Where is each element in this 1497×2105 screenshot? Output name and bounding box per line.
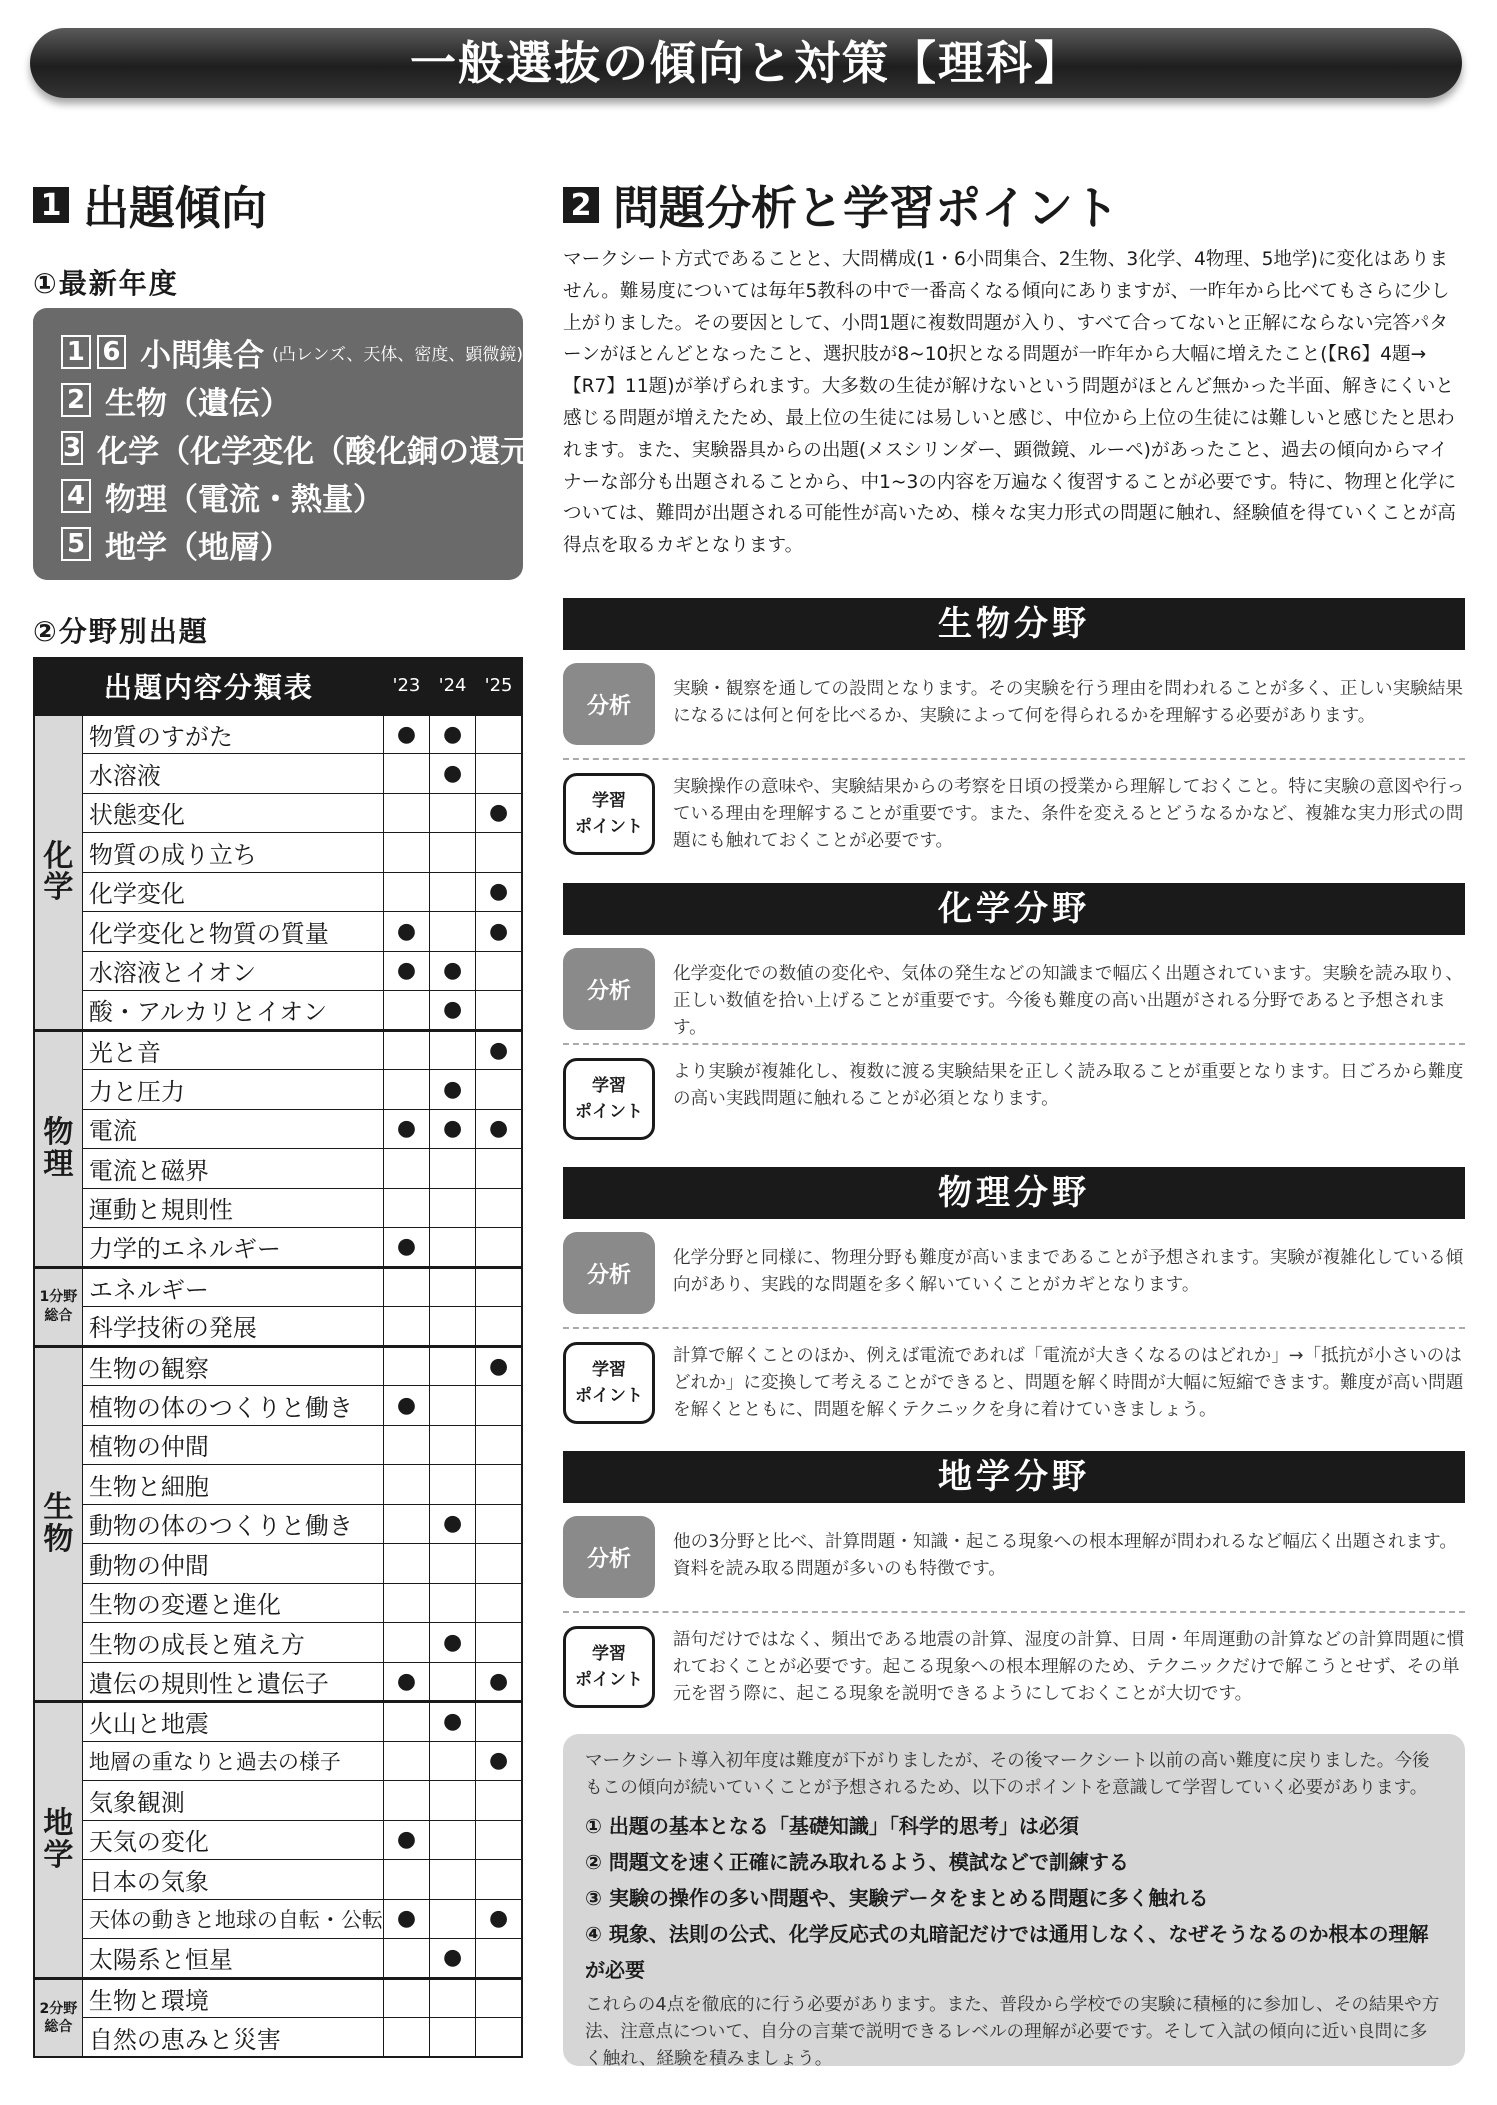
empty-cell bbox=[383, 2018, 429, 2058]
empty-cell bbox=[383, 1702, 429, 1742]
table-row bbox=[34, 1702, 522, 1742]
filled-circle-icon: ● bbox=[430, 714, 476, 754]
empty-cell bbox=[383, 754, 429, 794]
dashed-divider bbox=[563, 1611, 1465, 1613]
empty-cell bbox=[430, 833, 476, 873]
latest-row bbox=[61, 520, 523, 568]
empty-cell bbox=[430, 1267, 476, 1307]
group-label: 1分野総合 bbox=[34, 1267, 82, 1346]
empty-cell bbox=[476, 1188, 522, 1228]
table-item: 水溶液 bbox=[82, 754, 383, 794]
empty-cell bbox=[476, 951, 522, 991]
empty-cell bbox=[430, 1741, 476, 1781]
table-item: 動物の仲間 bbox=[82, 1544, 383, 1584]
question-number: 4 bbox=[61, 479, 91, 513]
table-item: エネルギー bbox=[82, 1267, 383, 1307]
table-row bbox=[34, 1820, 522, 1860]
study-point-badge: 学習 ポイント bbox=[563, 1058, 655, 1140]
empty-cell bbox=[383, 1623, 429, 1663]
analysis-badge: 分析 bbox=[563, 1232, 655, 1314]
field-title: 物理分野 bbox=[563, 1167, 1465, 1219]
question-number: 3 bbox=[63, 433, 82, 463]
empty-cell bbox=[476, 1465, 522, 1505]
empty-cell bbox=[476, 991, 522, 1031]
filled-circle-icon: ● bbox=[476, 1109, 522, 1149]
table-row bbox=[34, 872, 522, 912]
empty-cell bbox=[476, 1149, 522, 1189]
study-point-badge: 学習 ポイント bbox=[563, 1342, 655, 1424]
table-row bbox=[34, 1149, 522, 1189]
table-row bbox=[34, 1899, 522, 1939]
empty-cell bbox=[476, 1978, 522, 2018]
table-row bbox=[34, 1070, 522, 1110]
table-item: 物質の成り立ち bbox=[82, 833, 383, 873]
dashed-divider bbox=[563, 1327, 1465, 1329]
empty-cell bbox=[430, 1899, 476, 1939]
table-item: 化学変化 bbox=[82, 872, 383, 912]
empty-cell bbox=[430, 912, 476, 952]
empty-cell bbox=[476, 1504, 522, 1544]
empty-cell bbox=[383, 833, 429, 873]
summary-point: ④ 現象、法則の公式、化学反応式の丸暗記だけでは通用しなく、なぜそうなるのか根本の理解が必要 bbox=[585, 1922, 1429, 1982]
empty-cell bbox=[383, 1030, 429, 1070]
table-row bbox=[34, 1978, 522, 2018]
empty-cell bbox=[430, 1781, 476, 1821]
empty-cell bbox=[383, 1544, 429, 1584]
empty-cell bbox=[476, 1583, 522, 1623]
filled-circle-icon: ● bbox=[383, 951, 429, 991]
table-item: 生物と細胞 bbox=[82, 1465, 383, 1505]
analysis-text: 実験・観察を通しての設問となります。その実験を行う理由を問われることが多く、正しい実験結果になるには何と何を比べるか、実験によって何を得られるかを理解する必要があります。 bbox=[673, 679, 1463, 726]
table-row bbox=[34, 991, 522, 1031]
table-item: 運動と規則性 bbox=[82, 1188, 383, 1228]
empty-cell bbox=[383, 1741, 429, 1781]
analysis-text: 他の3分野と比べ、計算問題・知識・起こる現象への根本理解が問われるなど幅広く出題されます。資料を読み取る問題が多いのも特徴です。 bbox=[673, 1532, 1457, 1579]
study-point-text: 実験操作の意味や、実験結果からの考察を日頃の授業から理解しておくこと。特に実験の意図や行っている理由を理解することが重要です。また、条件を変えるとどうなるかなど、複雑な実力形式の問題にも触れておくことが必要です。 bbox=[673, 777, 1465, 851]
empty-cell bbox=[476, 1267, 522, 1307]
table-row bbox=[34, 1386, 522, 1426]
table-item: 電流と磁界 bbox=[82, 1149, 383, 1189]
latest-row bbox=[61, 472, 523, 520]
filled-circle-icon: ● bbox=[383, 912, 429, 952]
table-item: 物質のすがた bbox=[82, 714, 383, 754]
filled-circle-icon: ● bbox=[383, 1228, 429, 1268]
empty-cell bbox=[430, 1820, 476, 1860]
filled-circle-icon: ● bbox=[476, 1346, 522, 1386]
section1-heading bbox=[33, 172, 267, 238]
group-label: 2分野総合 bbox=[34, 1978, 82, 2057]
empty-cell bbox=[383, 1070, 429, 1110]
empty-cell bbox=[430, 1583, 476, 1623]
table-row bbox=[34, 1583, 522, 1623]
filled-circle-icon: ● bbox=[430, 1109, 476, 1149]
study-point-badge: 学習 ポイント bbox=[563, 1626, 655, 1708]
empty-cell bbox=[383, 1307, 429, 1347]
latest-label: 物理（電流・熱量） bbox=[105, 481, 384, 518]
empty-cell bbox=[430, 1860, 476, 1900]
filled-circle-icon: ● bbox=[383, 1820, 429, 1860]
analysis-intro: マークシート方式であることと、大問構成(1・6小問集合、2生物、3化学、4物理、5地学)に変化はありません。難易度については毎年5教科の中で一番高くなる傾向にありますが、一昨年から比べてもさらに少し上がりました。その要因として、小問1題に複数問題が入り、すべて合ってないと正解にならない完答パターンがほとんどとなったこと、選択肢が8~10択となる問題が一昨年から大幅に増えたこと(【R6】4題→【R7】11題)が挙げられます。大多数の生徒が解けないという問題がほとんど無かった半面、解きにくいと感じる問題が増えたため、最上位の生徒には易しいと感じ、中位から上位の生徒には難しいと感じたと思われます。また、実験器具からの出題(メスシリンダー、顕微鏡、ルーペ)があったこと、過去の傾向からマイナーな部分も出題されることから、中1~3の内容を万遍なく復習することが必要です。特に、物理と化学については、難問が出題される可能性が高いため、様々な実力形式の問題に触れ、経験値を得ていくことが高得点を取るカギとなります。 bbox=[563, 249, 1457, 557]
table-item: 天体の動きと地球の自転・公転 bbox=[82, 1899, 383, 1939]
group-label: 生物 bbox=[34, 1346, 82, 1702]
table-row bbox=[34, 714, 522, 754]
empty-cell bbox=[476, 1860, 522, 1900]
table-item: 水溶液とイオン bbox=[82, 951, 383, 991]
empty-cell bbox=[383, 1583, 429, 1623]
empty-cell bbox=[430, 1425, 476, 1465]
empty-cell bbox=[383, 1939, 429, 1979]
empty-cell bbox=[430, 1228, 476, 1268]
table-row bbox=[34, 1662, 522, 1702]
filled-circle-icon: ● bbox=[430, 951, 476, 991]
empty-cell bbox=[383, 991, 429, 1031]
table-item: 遺伝の規則性と遺伝子 bbox=[82, 1662, 383, 1702]
empty-cell bbox=[476, 754, 522, 794]
table-row bbox=[34, 1228, 522, 1268]
empty-cell bbox=[476, 1228, 522, 1268]
table-item: 状態変化 bbox=[82, 793, 383, 833]
summary-point: ① 出題の基本となる「基礎知識」「科学的思考」は必須 bbox=[585, 1814, 1079, 1838]
filled-circle-icon: ● bbox=[476, 1662, 522, 1702]
group-label: 地学 bbox=[34, 1702, 82, 1979]
filled-circle-icon: ● bbox=[476, 872, 522, 912]
table-row bbox=[34, 1860, 522, 1900]
summary-point: ② 問題文を速く正確に読み取れるよう、模試などで訓練する bbox=[585, 1850, 1129, 1874]
question-number: 1 bbox=[61, 335, 91, 369]
table-item: 生物の変遷と進化 bbox=[82, 1583, 383, 1623]
table-row bbox=[34, 1307, 522, 1347]
study-point-text: 計算で解くことのほか、例えば電流であれば「電流が大きくなるのはどれか」→「抵抗が小さいのはどれか」に変換して考えることができると、問題を解く時間が大幅に短縮できます。難度が高い問題を解くとともに、問題を解くテクニックを身に着けていきましょう。 bbox=[673, 1346, 1464, 1420]
table-row bbox=[34, 1425, 522, 1465]
empty-cell bbox=[476, 1307, 522, 1347]
table-item: 地層の重なりと過去の様子 bbox=[82, 1741, 383, 1781]
question-number: 2 bbox=[61, 383, 91, 417]
empty-cell bbox=[430, 872, 476, 912]
summary-lead: マークシート導入初年度は難度が下がりましたが、その後マークシート以前の高い難度に戻りました。今後もこの傾向が続いていくことが予想されるため、以下のポイントを意識して学習していく必要があります。 bbox=[585, 1751, 1430, 1798]
table-row bbox=[34, 1346, 522, 1386]
table-item: 植物の体のつくりと働き bbox=[82, 1386, 383, 1426]
empty-cell bbox=[476, 1781, 522, 1821]
table-item: 光と音 bbox=[82, 1030, 383, 1070]
table-row bbox=[34, 1030, 522, 1070]
section2-number: 2 bbox=[563, 187, 599, 223]
empty-cell bbox=[476, 1702, 522, 1742]
empty-cell bbox=[476, 1070, 522, 1110]
table-item: 化学変化と物質の質量 bbox=[82, 912, 383, 952]
section1-title: 出題傾向 bbox=[83, 181, 267, 235]
filled-circle-icon: ● bbox=[430, 1070, 476, 1110]
table-row bbox=[34, 1465, 522, 1505]
filled-circle-icon: ● bbox=[383, 714, 429, 754]
year-header: '25 bbox=[476, 658, 522, 714]
table-row bbox=[34, 833, 522, 873]
table-item: 生物の成長と殖え方 bbox=[82, 1623, 383, 1663]
empty-cell bbox=[476, 714, 522, 754]
study-point-badge: 学習 ポイント bbox=[563, 773, 655, 855]
filled-circle-icon: ● bbox=[430, 1939, 476, 1979]
empty-cell bbox=[383, 1978, 429, 2018]
latest-year-box bbox=[33, 308, 578, 580]
empty-cell bbox=[430, 1149, 476, 1189]
analysis-badge: 分析 bbox=[563, 1516, 655, 1598]
empty-cell bbox=[430, 1307, 476, 1347]
latest-row bbox=[61, 376, 523, 424]
empty-cell bbox=[476, 1386, 522, 1426]
table-item: 気象観測 bbox=[82, 1781, 383, 1821]
table-row bbox=[34, 1109, 522, 1149]
latest-note: (凸レンズ、天体、密度、顕微鏡) bbox=[272, 344, 523, 365]
table-item: 科学技術の発展 bbox=[82, 1307, 383, 1347]
empty-cell bbox=[430, 1346, 476, 1386]
analysis-text: 化学分野と同様に、物理分野も難度が高いままであることが予想されます。実験が複雑化している傾向があり、実践的な問題を多く解いていくことがカギとなります。 bbox=[673, 1248, 1464, 1295]
table-row bbox=[34, 951, 522, 991]
filled-circle-icon: ● bbox=[476, 912, 522, 952]
field-title: 生物分野 bbox=[563, 598, 1465, 650]
table-item: 動物の体のつくりと働き bbox=[82, 1504, 383, 1544]
empty-cell bbox=[383, 1149, 429, 1189]
table-item: 自然の恵みと災害 bbox=[82, 2018, 383, 2058]
analysis-badge: 分析 bbox=[563, 948, 655, 1030]
empty-cell bbox=[383, 1267, 429, 1307]
filled-circle-icon: ● bbox=[476, 1030, 522, 1070]
table-row bbox=[34, 793, 522, 833]
empty-cell bbox=[430, 1465, 476, 1505]
classification-table bbox=[33, 657, 523, 2058]
field-table-heading: ②分野別出題 bbox=[33, 615, 209, 648]
dashed-divider bbox=[563, 758, 1465, 760]
empty-cell bbox=[383, 1188, 429, 1228]
latest-label: 生物（遺伝） bbox=[105, 385, 291, 422]
group-label: 化学 bbox=[34, 714, 82, 1030]
table-item: 火山と地震 bbox=[82, 1702, 383, 1742]
empty-cell bbox=[476, 2018, 522, 2058]
table-item: 植物の仲間 bbox=[82, 1425, 383, 1465]
filled-circle-icon: ● bbox=[430, 754, 476, 794]
field-title: 地学分野 bbox=[563, 1451, 1465, 1503]
empty-cell bbox=[383, 1504, 429, 1544]
empty-cell bbox=[476, 1939, 522, 1979]
table-row bbox=[34, 1623, 522, 1663]
summary-point: ③ 実験の操作の多い問題や、実験データをまとめる問題に多く触れる bbox=[585, 1886, 1209, 1910]
filled-circle-icon: ● bbox=[383, 1109, 429, 1149]
summary-closing: これらの4点を徹底的に行う必要があります。また、普段から学校での実験に積極的に参加し、その結果や方法、注意点について、自分の言葉で説明できるレベルの理解が必要です。そして入試の傾向に近い良問に多く触れ、経験を積みましょう。 bbox=[585, 1995, 1440, 2069]
table-row bbox=[34, 1939, 522, 1979]
empty-cell bbox=[383, 1860, 429, 1900]
table-item: 力と圧力 bbox=[82, 1070, 383, 1110]
empty-cell bbox=[383, 1465, 429, 1505]
empty-cell bbox=[430, 1030, 476, 1070]
empty-cell bbox=[383, 1425, 429, 1465]
empty-cell bbox=[430, 1662, 476, 1702]
empty-cell bbox=[430, 2018, 476, 2058]
empty-cell bbox=[383, 1781, 429, 1821]
empty-cell bbox=[383, 1346, 429, 1386]
study-point-text: 語句だけではなく、頻出である地震の計算、湿度の計算、日周・年周運動の計算などの計算問題に慣れておくことが必要です。起こる現象への根本理解のため、テクニックだけで解こうとせず、その単元を習う際に、起こる現象を説明できるようにしておくことが大切です。 bbox=[673, 1630, 1465, 1704]
question-number: 6 bbox=[97, 335, 127, 369]
table-row bbox=[34, 1267, 522, 1307]
study-point-text: より実験が複雑化し、複数に渡る実験結果を正しく読み取ることが重要となります。日ごろから難度の高い実践問題に触れることが必須となります。 bbox=[673, 1062, 1464, 1109]
latest-label: 地学（地層） bbox=[105, 529, 291, 566]
empty-cell bbox=[430, 1188, 476, 1228]
dashed-divider bbox=[563, 1043, 1465, 1045]
filled-circle-icon: ● bbox=[430, 1623, 476, 1663]
filled-circle-icon: ● bbox=[476, 1899, 522, 1939]
section1-number: 1 bbox=[33, 187, 69, 223]
table-row bbox=[34, 1504, 522, 1544]
table-row bbox=[34, 1741, 522, 1781]
latest-label: 小問集合 bbox=[140, 337, 265, 374]
filled-circle-icon: ● bbox=[430, 991, 476, 1031]
latest-label: 化学（化学変化（酸化銅の還元）） bbox=[97, 433, 578, 470]
table-item: 電流 bbox=[82, 1109, 383, 1149]
empty-cell bbox=[476, 1820, 522, 1860]
filled-circle-icon: ● bbox=[430, 1702, 476, 1742]
group-label: 物理 bbox=[34, 1030, 82, 1267]
latest-row bbox=[61, 328, 523, 376]
filled-circle-icon: ● bbox=[476, 1741, 522, 1781]
empty-cell bbox=[383, 793, 429, 833]
empty-cell bbox=[430, 1386, 476, 1426]
filled-circle-icon: ● bbox=[430, 1504, 476, 1544]
table-item: 生物と環境 bbox=[82, 1978, 383, 2018]
filled-circle-icon: ● bbox=[383, 1662, 429, 1702]
empty-cell bbox=[383, 872, 429, 912]
empty-cell bbox=[476, 1623, 522, 1663]
year-header: '24 bbox=[430, 658, 476, 714]
table-row bbox=[34, 1188, 522, 1228]
filled-circle-icon: ● bbox=[476, 793, 522, 833]
year-header: '23 bbox=[383, 658, 429, 714]
analysis-badge: 分析 bbox=[563, 663, 655, 745]
question-number: 5 bbox=[61, 527, 91, 561]
empty-cell bbox=[430, 1978, 476, 2018]
empty-cell bbox=[476, 1425, 522, 1465]
table-row bbox=[34, 1544, 522, 1584]
table-row bbox=[34, 912, 522, 952]
latest-year-heading: ①最新年度 bbox=[33, 267, 179, 300]
latest-row bbox=[61, 424, 578, 472]
table-row bbox=[34, 754, 522, 794]
table-row bbox=[34, 2018, 522, 2058]
section2-heading bbox=[563, 172, 1119, 238]
table-item: 力学的エネルギー bbox=[82, 1228, 383, 1268]
empty-cell bbox=[476, 1544, 522, 1584]
table-item: 生物の観察 bbox=[82, 1346, 383, 1386]
table-item: 天気の変化 bbox=[82, 1820, 383, 1860]
table-row bbox=[34, 1781, 522, 1821]
page-banner: 一般選抜の傾向と対策【理科】 bbox=[30, 28, 1462, 98]
analysis-text: 化学変化での数値の変化や、気体の発生などの知識まで幅広く出題されています。実験を読み取り、正しい数値を拾い上げることが重要です。今後も難度の高い出題がされる分野であると予想されます。 bbox=[673, 964, 1463, 1038]
filled-circle-icon: ● bbox=[383, 1386, 429, 1426]
empty-cell bbox=[476, 833, 522, 873]
empty-cell bbox=[430, 793, 476, 833]
table-item: 酸・アルカリとイオン bbox=[82, 991, 383, 1031]
table-title: 出題内容分類表 bbox=[34, 658, 383, 714]
table-item: 太陽系と恒星 bbox=[82, 1939, 383, 1979]
field-title: 化学分野 bbox=[563, 883, 1465, 935]
filled-circle-icon: ● bbox=[383, 1899, 429, 1939]
summary-box bbox=[563, 1734, 1465, 2069]
empty-cell bbox=[430, 1544, 476, 1584]
section2-title: 問題分析と学習ポイント bbox=[613, 181, 1119, 235]
table-item: 日本の気象 bbox=[82, 1860, 383, 1900]
